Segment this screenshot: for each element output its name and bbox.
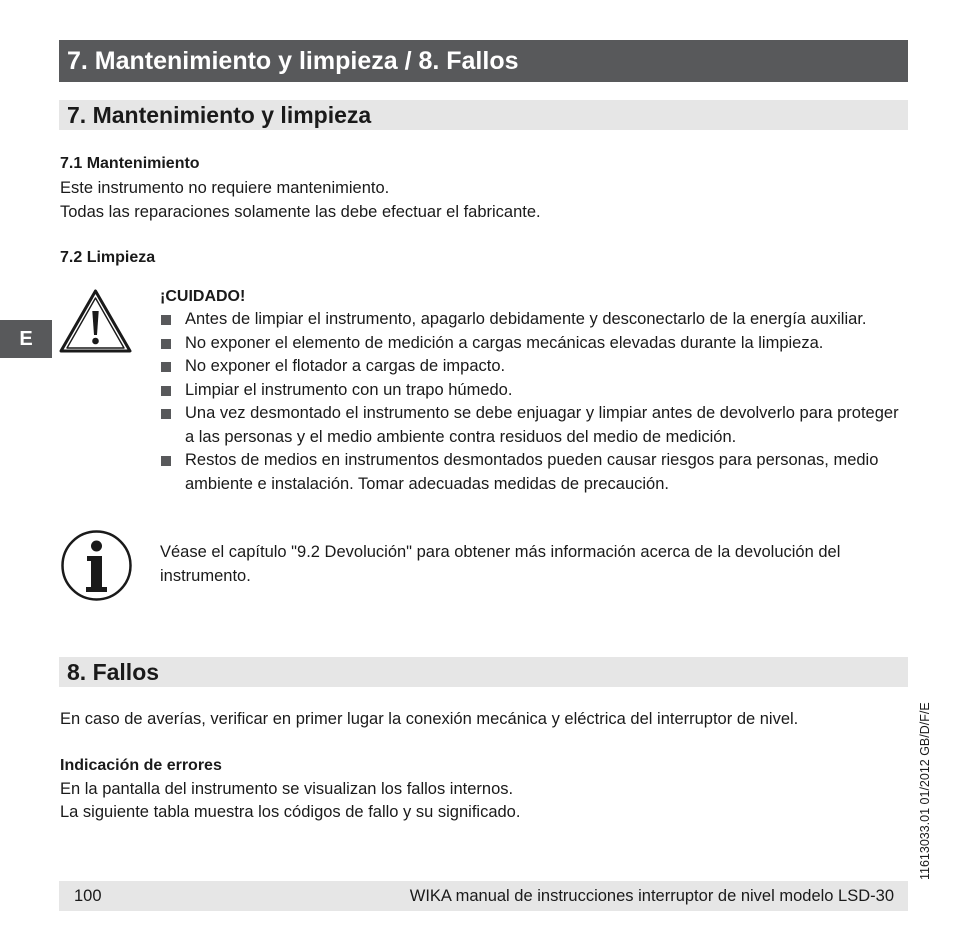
list-item [160, 402, 910, 449]
caution-label: ¡CUIDADO! [160, 288, 246, 305]
maintenance-line-1: Este instrumento no requiere mantenimiento. [60, 179, 390, 197]
bullet-square-icon [161, 315, 171, 325]
info-icon [60, 529, 133, 602]
faults-line-2: La siguiente tabla muestra los códigos de fallo y su significado. [60, 803, 521, 821]
page-footer [59, 881, 908, 911]
faults-line-1: En la pantalla del instrumento se visualizan los fallos internos. [60, 780, 514, 798]
subsection-title-cleaning: 7.2 Limpieza [60, 249, 156, 266]
bullet-text: Limpiar el instrumento con un trapo húmedo. [185, 380, 513, 399]
language-tab: E [0, 320, 52, 358]
footer-title: WIKA manual de instrucciones interruptor de nivel modelo LSD-30 [409, 887, 894, 905]
page-number: 100 [74, 887, 102, 905]
maintenance-line-2: Todas las reparaciones solamente las debe efectuar el fabricante. [60, 203, 541, 221]
bullet-square-icon [161, 456, 171, 466]
info-note: Véase el capítulo "9.2 Devolución" para obtener más información acerca de la devolución del instrumento. [160, 543, 841, 585]
bullet-text: No exponer el elemento de medición a cargas mecánicas elevadas durante la limpieza. [185, 333, 824, 352]
subsection-title-maintenance: 7.1 Mantenimiento [60, 155, 200, 172]
bullet-square-icon [161, 362, 171, 372]
list-item [160, 308, 910, 332]
bullet-square-icon [161, 339, 171, 349]
bullet-text: Antes de limpiar el instrumento, apagarlo debidamente y desconectarlo de la energía auxiliar. [185, 310, 867, 328]
bullet-square-icon [161, 386, 171, 396]
error-indication-title: Indicación de errores [60, 757, 222, 774]
bullet-square-icon [161, 409, 171, 419]
bullet-text: No exponer el flotador a cargas de impacto. [185, 357, 506, 375]
list-item [160, 449, 910, 496]
list-item [160, 379, 910, 403]
faults-intro: En caso de averías, verificar en primer lugar la conexión mecánica y eléctrica del interruptor de nivel. [60, 710, 799, 728]
bullet-text: Restos de medios en instrumentos desmontados pueden causar riesgos para personas, medio ambiente e instalación. Tomar adecuadas medidas de precaución. [185, 451, 879, 493]
section-title-faults: 8. Fallos [59, 657, 908, 687]
list-item [160, 355, 910, 379]
list-item [160, 332, 910, 356]
cleaning-bullet-list [160, 308, 910, 496]
bullet-text: Una vez desmontado el instrumento se debe enjuagar y limpiar antes de devolverlo para proteger a las personas y el medio ambiente contra residuos del medio de medición. [185, 404, 899, 446]
warning-triangle-icon [58, 287, 133, 354]
page-header-banner: 7. Mantenimiento y limpieza / 8. Fallos [59, 40, 908, 82]
document-code: 11613033.01 01/2012 GB/D/F/E [918, 702, 932, 880]
section-title-maintenance: 7. Mantenimiento y limpieza [59, 100, 908, 130]
